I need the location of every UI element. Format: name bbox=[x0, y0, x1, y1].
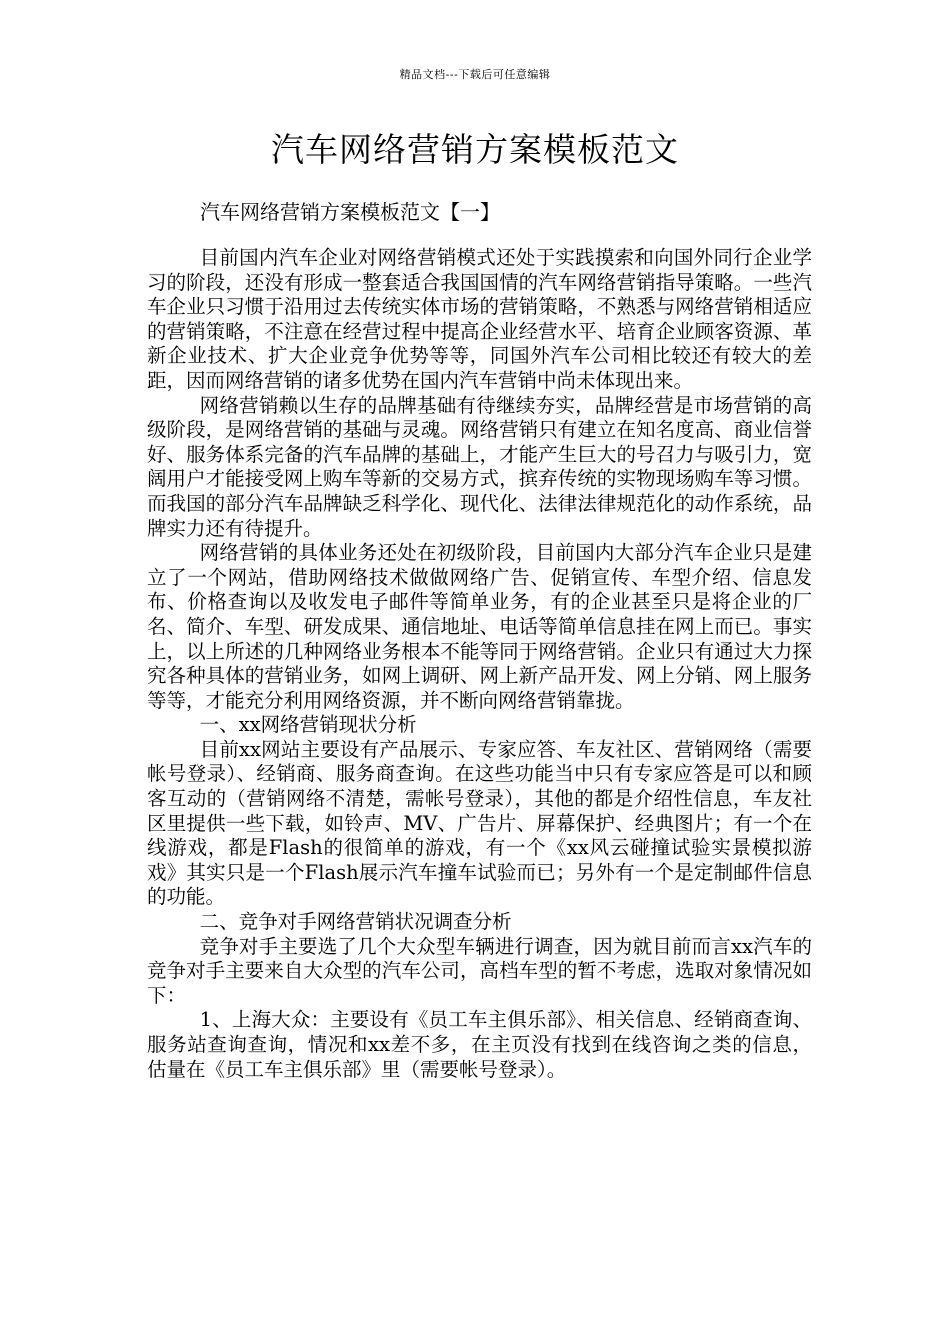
section-heading-2: 二、竞争对手网络营销状况调查分析 bbox=[199, 910, 512, 934]
document-title: 汽车网络营销方案模板范文 bbox=[271, 130, 679, 169]
section-heading-1: 一、xx网络营销现状分析 bbox=[199, 713, 417, 737]
document-subtitle: 汽车网络营销方案模板范文【一】 bbox=[200, 200, 500, 224]
header-note: 精品文档---下载后可任意编辑 bbox=[399, 68, 551, 81]
paragraph-brand: 网络营销赖以生存的品牌基础有待继续夯实，品牌经营是市场营销的高级阶段，是网络营销的基础与灵魂。网络营销只有建立在知名度高、商业信誉好、服务体系完备的汽车品牌的基础上，才能产生巨大的号召力与吸引力，宽阔用户才能接受网上购车等新的交易方式，摈弃传统的实物现场购车等习惯。而我国的部分汽车品牌缺乏科学化、现代化、法律法律规范化的动作系统，品牌实力还有待提升。 bbox=[147, 393, 812, 540]
document-body bbox=[147, 246, 812, 1082]
paragraph-shanghai-vw: 1、上海大众：主要设有《员工车主俱乐部》、相关信息、经销商查询、服务站查询查询，情况和xx差不多，在主页没有找到在线咨询之类的信息，估量在《员工车主俱乐部》里（需要帐号登录）。 bbox=[147, 1008, 812, 1081]
paragraph-competitors: 竞争对手主要选了几个大众型车辆进行调查，因为就目前而言xx汽车的竞争对手主要来自大众型的汽车公司，高档车型的暂不考虑，选取对象情况如下： bbox=[147, 934, 812, 1007]
paragraph-business: 网络营销的具体业务还处在初级阶段，目前国内大部分汽车企业只是建立了一个网站，借助网络技术做做网络广告、促销宣传、车型介绍、信息发布、价格查询以及收发电子邮件等简单业务，有的企业甚至只是将企业的厂名、简介、车型、研发成果、通信地址、电话等简单信息挂在网上而已。事实上，以上所述的几种网络业务根本不能等同于网络营销。企业只有通过大力探究各种具体的营销业务，如网上调研、网上新产品开发、网上分销、网上服务等等，才能充分利用网络资源，并不断向网络营销靠拢。 bbox=[147, 541, 812, 712]
paragraph-intro: 目前国内汽车企业对网络营销模式还处于实践摸索和向国外同行企业学习的阶段，还没有形成一整套适合我国国情的汽车网络营销指导策略。一些汽车企业只习惯于沿用过去传统实体市场的营销策略，不熟悉与网络营销相适应的营销策略，不注意在经营过程中提高企业经营水平、培育企业顾客资源、革新企业技术、扩大企业竞争优势等等，同国外汽车公司相比较还有较大的差距，因而网络营销的诸多优势在国内汽车营销中尚未体现出来。 bbox=[147, 246, 812, 392]
paragraph-status: 目前xx网站主要设有产品展示、专家应答、车友社区、营销网络（需要帐号登录）、经销商、服务商查询。在这些功能当中只有专家应答是可以和顾客互动的（营销网络不清楚，需帐号登录），其他的都是介绍性信息，车友社区里提供一些下载，如铃声、MV、广告片、屏幕保护、经典图片；有一个在线游戏，都是Flash的很简单的游戏，有一个《xx风云碰撞试验实景模拟游戏》其实只是一个Flash展示汽车撞车试验而已；另外有一个是定制邮件信息的功能。 bbox=[147, 737, 812, 909]
